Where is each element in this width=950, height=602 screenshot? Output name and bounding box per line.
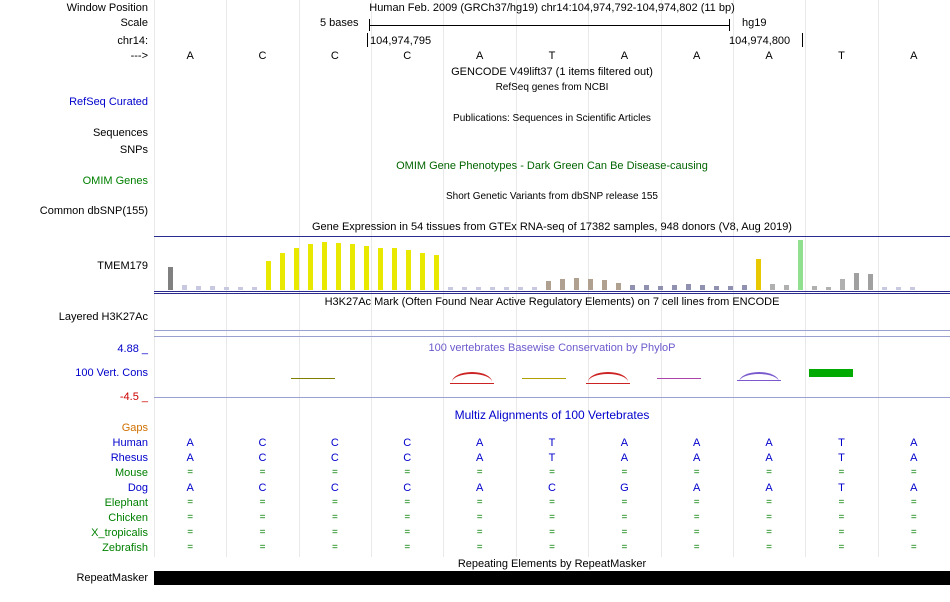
label-chrom: chr14: <box>117 35 148 47</box>
multiz-base: A <box>186 482 194 494</box>
gtex-bar[interactable] <box>910 287 915 290</box>
label-snps[interactable]: SNPs <box>119 144 148 156</box>
multiz-base: = <box>187 467 194 478</box>
gtex-bar[interactable] <box>462 287 467 290</box>
gtex-bar[interactable] <box>266 261 271 290</box>
multiz-base: A <box>475 482 484 494</box>
coord-tick-left <box>367 33 368 47</box>
multiz-base: = <box>331 527 338 538</box>
multiz-base: = <box>621 527 628 538</box>
label-window-position: Window Position <box>66 2 148 14</box>
conservation-segment[interactable] <box>809 369 853 377</box>
conservation-segment[interactable] <box>657 378 701 379</box>
multiz-base: T <box>838 452 845 464</box>
multiz-base: = <box>693 497 700 508</box>
gtex-bar[interactable] <box>826 287 831 290</box>
sequence-base: T <box>838 50 845 62</box>
gtex-bar[interactable] <box>742 285 747 290</box>
label-species-7[interactable]: Zebrafish <box>102 542 148 554</box>
sequence-base: T <box>548 50 556 62</box>
conservation-segment[interactable] <box>522 378 566 379</box>
label-100-vert-cons[interactable]: 100 Vert. Cons <box>75 367 148 379</box>
gtex-bar[interactable] <box>280 253 285 291</box>
multiz-base: A <box>765 452 773 464</box>
gtex-title[interactable]: Gene Expression in 54 tissues from GTEx RNA-seq of 17382 samples, 948 donors (V8, Aug 2019) <box>312 221 792 233</box>
multiz-base: A <box>910 452 918 464</box>
gtex-bar[interactable] <box>812 286 817 290</box>
label-gaps[interactable]: Gaps <box>121 422 148 434</box>
gtex-bar[interactable] <box>350 244 355 290</box>
multiz-base: A <box>475 452 484 464</box>
gtex-bar[interactable] <box>224 287 229 290</box>
multiz-base: C <box>258 452 267 464</box>
sequence-base: C <box>403 50 412 62</box>
repeatmasker-bar[interactable] <box>154 571 950 585</box>
label-species-2[interactable]: Mouse <box>114 467 148 479</box>
conservation-segment[interactable] <box>450 383 494 384</box>
sequence-base: C <box>330 50 339 62</box>
label-species-0[interactable]: Human <box>112 437 148 449</box>
label-cons-min: -4.5 _ <box>119 391 148 403</box>
gtex-bottom-divider <box>154 291 950 292</box>
multiz-base: = <box>838 467 845 478</box>
multiz-base: = <box>621 497 628 508</box>
gtex-bar[interactable] <box>714 286 719 290</box>
gtex-bar[interactable] <box>672 285 677 290</box>
gtex-bar[interactable] <box>798 240 803 290</box>
multiz-base: = <box>331 542 338 553</box>
multiz-base: = <box>404 542 411 553</box>
multiz-base: = <box>910 527 917 538</box>
sequence-base: C <box>258 50 267 62</box>
scale-tick-right <box>729 19 730 31</box>
gtex-bar[interactable] <box>644 285 649 290</box>
label-common-dbsnp[interactable]: Common dbSNP(155) <box>39 205 148 217</box>
conservation-segment[interactable] <box>291 378 335 379</box>
gtex-bar[interactable] <box>770 284 775 290</box>
multiz-base: = <box>404 527 411 538</box>
sequence-base: A <box>910 50 918 62</box>
gtex-bar[interactable] <box>406 250 411 290</box>
gtex-bar[interactable] <box>532 287 537 290</box>
multiz-base: C <box>330 437 339 449</box>
publications-title[interactable]: Publications: Sequences in Scientific Articles <box>453 113 651 124</box>
sequence-base: A <box>620 50 629 62</box>
multiz-base: A <box>693 437 701 449</box>
multiz-base: T <box>548 452 556 464</box>
multiz-base: C <box>258 437 267 449</box>
gencode-title[interactable]: GENCODE V49lift37 (1 items filtered out) <box>451 66 653 78</box>
multiz-base: = <box>766 542 772 553</box>
gtex-bar[interactable] <box>420 253 425 291</box>
coord-left: 104,974,795 <box>370 35 432 47</box>
multiz-base: C <box>330 452 339 464</box>
scale-tick-left <box>369 19 370 31</box>
coord-right: 104,974,800 <box>729 35 791 47</box>
gtex-bar[interactable] <box>182 285 187 290</box>
label-sequences[interactable]: Sequences <box>92 127 148 139</box>
multiz-base: = <box>766 512 772 523</box>
multiz-base: C <box>403 482 412 494</box>
multiz-base: = <box>331 512 338 523</box>
multiz-base: = <box>549 467 555 478</box>
gtex-bar[interactable] <box>882 287 887 290</box>
gtex-bar[interactable] <box>854 273 859 290</box>
multiz-base: A <box>765 437 773 449</box>
gtex-bar[interactable] <box>616 283 621 290</box>
multiz-base: A <box>693 482 701 494</box>
h3k27ac-title[interactable]: H3K27Ac Mark (Often Found Near Active Regulatory Elements) on 7 cell lines from ENCODE <box>324 296 780 308</box>
track-label-column <box>0 0 154 602</box>
gtex-bar[interactable] <box>476 287 481 290</box>
gtex-bar[interactable] <box>336 243 341 290</box>
gtex-bar-chart[interactable] <box>154 240 950 290</box>
window-position-value: Human Feb. 2009 (GRCh37/hg19) chr14:104,974,792-104,974,802 (11 bp) <box>369 2 735 14</box>
gtex-bar[interactable] <box>294 248 299 290</box>
label-strand-arrow: ---> <box>130 50 148 62</box>
gtex-bar[interactable] <box>252 287 257 290</box>
gtex-bar[interactable] <box>448 287 453 290</box>
multiz-base: = <box>693 527 700 538</box>
label-species-1[interactable]: Rhesus <box>110 452 148 464</box>
label-repeatmasker[interactable]: RepeatMasker <box>76 572 148 584</box>
conservation-arch <box>452 372 492 382</box>
multiz-base: = <box>838 512 845 523</box>
multiz-base: = <box>910 542 917 553</box>
gtex-bar[interactable] <box>168 267 173 290</box>
multiz-base: C <box>258 482 267 494</box>
refseq-subtitle[interactable]: RefSeq genes from NCBI <box>495 82 609 93</box>
multiz-base: = <box>621 467 628 478</box>
gtex-bar[interactable] <box>630 285 635 290</box>
scale-value: 5 bases <box>320 17 359 29</box>
repeatmasker-title[interactable]: Repeating Elements by RepeatMasker <box>457 558 647 570</box>
label-omim-genes[interactable]: OMIM Genes <box>82 175 148 187</box>
gtex-bar[interactable] <box>322 242 327 290</box>
multiz-base: = <box>910 512 917 523</box>
gtex-bar[interactable] <box>196 286 201 290</box>
multiz-base: T <box>548 437 556 449</box>
multiz-base: = <box>404 512 411 523</box>
sequence-base: A <box>765 50 773 62</box>
multiz-base: = <box>331 497 338 508</box>
gtex-bar[interactable] <box>700 285 705 290</box>
sequence-base: A <box>186 50 194 62</box>
sequence-base: A <box>475 50 484 62</box>
multiz-base: C <box>403 452 412 464</box>
track-display-area[interactable] <box>154 0 950 602</box>
multiz-base: = <box>476 467 483 478</box>
multiz-base: A <box>910 482 918 494</box>
multiz-base: = <box>476 527 483 538</box>
gtex-bar[interactable] <box>434 255 439 290</box>
gtex-bar[interactable] <box>588 279 593 290</box>
label-species-4[interactable]: Elephant <box>104 497 148 509</box>
gtex-bar[interactable] <box>728 286 733 290</box>
gtex-bar[interactable] <box>546 281 551 290</box>
conservation-segment[interactable] <box>586 383 630 384</box>
multiz-base: T <box>838 437 845 449</box>
multiz-base: = <box>404 497 411 508</box>
multiz-base: C <box>330 482 339 494</box>
multiz-base: A <box>765 482 773 494</box>
label-species-3[interactable]: Dog <box>127 482 148 494</box>
multiz-base: = <box>259 497 266 508</box>
multiz-base: = <box>187 512 194 523</box>
cons-bottom-divider <box>154 397 950 398</box>
label-cons-max: 4.88 _ <box>117 343 148 355</box>
multiz-base: = <box>259 467 266 478</box>
multiz-base: = <box>404 467 411 478</box>
conservation-arch <box>739 372 779 382</box>
multiz-base: = <box>331 467 338 478</box>
gtex-bar[interactable] <box>784 285 789 290</box>
sequence-base: A <box>693 50 701 62</box>
label-species-6[interactable]: X_tropicalis <box>91 527 148 539</box>
gtex-bar[interactable] <box>602 280 607 290</box>
multiz-base: = <box>549 542 555 553</box>
gtex-bar[interactable] <box>364 246 369 290</box>
multiz-base: A <box>186 437 194 449</box>
label-refseq-curated[interactable]: RefSeq Curated <box>69 96 148 108</box>
gtex-bar[interactable] <box>518 287 523 290</box>
multiz-base: = <box>766 467 772 478</box>
multiz-base: = <box>187 497 194 508</box>
dbsnp-title[interactable]: Short Genetic Variants from dbSNP release 155 <box>446 191 658 202</box>
gtex-bar[interactable] <box>504 287 509 290</box>
multiz-base: = <box>476 497 483 508</box>
scale-bar <box>369 25 730 26</box>
multiz-base: = <box>259 527 266 538</box>
multiz-base: = <box>476 542 483 553</box>
gtex-bar[interactable] <box>868 274 873 290</box>
multiz-base: = <box>259 512 266 523</box>
multiz-base: = <box>549 497 555 508</box>
cons-top-divider <box>154 336 950 337</box>
gtex-bar[interactable] <box>896 287 901 290</box>
multiz-base: A <box>693 452 701 464</box>
gtex-top-divider <box>154 236 950 237</box>
gtex-bar[interactable] <box>686 284 691 290</box>
gtex-bar[interactable] <box>392 248 397 290</box>
conservation-title[interactable]: 100 vertebrates Basewise Conservation by PhyloP <box>428 342 676 354</box>
multiz-base: = <box>693 542 700 553</box>
multiz-base: = <box>259 542 266 553</box>
coord-tick-right <box>802 33 803 47</box>
h3k27ac-top-divider <box>154 293 950 294</box>
h3k27ac-bottom-divider <box>154 330 950 331</box>
multiz-base: = <box>693 512 700 523</box>
label-gtex-gene[interactable]: TMEM179 <box>97 260 148 272</box>
multiz-base: = <box>910 497 917 508</box>
gtex-bar[interactable] <box>658 286 663 290</box>
multiz-base: = <box>910 467 917 478</box>
multiz-base: = <box>838 527 845 538</box>
multiz-base: A <box>620 452 629 464</box>
multiz-base: A <box>910 437 918 449</box>
multiz-base: = <box>766 497 772 508</box>
assembly-label: hg19 <box>742 17 767 29</box>
multiz-base: = <box>838 497 845 508</box>
gtex-bar[interactable] <box>238 287 243 290</box>
multiz-base: A <box>475 437 484 449</box>
gtex-bar[interactable] <box>756 259 761 290</box>
multiz-base: C <box>403 437 412 449</box>
multiz-base: = <box>693 467 700 478</box>
multiz-base: = <box>838 542 845 553</box>
gtex-bar[interactable] <box>378 248 383 290</box>
multiz-base: = <box>549 512 555 523</box>
multiz-base: T <box>838 482 845 494</box>
gtex-bar[interactable] <box>308 244 313 290</box>
multiz-base: = <box>621 512 628 523</box>
gtex-bar[interactable] <box>560 279 565 290</box>
multiz-base: C <box>548 482 556 494</box>
gtex-bar[interactable] <box>840 279 845 290</box>
omim-title[interactable]: OMIM Gene Phenotypes - Dark Green Can Be Disease-causing <box>396 160 708 172</box>
multiz-base: = <box>476 512 483 523</box>
multiz-base: A <box>186 452 194 464</box>
gtex-bar[interactable] <box>490 287 495 290</box>
conservation-arch <box>588 372 628 382</box>
label-scale: Scale <box>120 17 148 29</box>
multiz-base: = <box>621 542 628 553</box>
gtex-bar[interactable] <box>574 278 579 291</box>
label-species-5[interactable]: Chicken <box>108 512 148 524</box>
multiz-base: = <box>187 527 194 538</box>
multiz-base: A <box>620 437 629 449</box>
gtex-bar[interactable] <box>210 286 215 290</box>
multiz-base: G <box>620 482 629 494</box>
label-layered-h3k27ac[interactable]: Layered H3K27Ac <box>58 311 148 323</box>
multiz-base: = <box>187 542 194 553</box>
multiz-title[interactable]: Multiz Alignments of 100 Vertebrates <box>454 408 650 422</box>
multiz-base: = <box>549 527 555 538</box>
multiz-base: = <box>766 527 772 538</box>
